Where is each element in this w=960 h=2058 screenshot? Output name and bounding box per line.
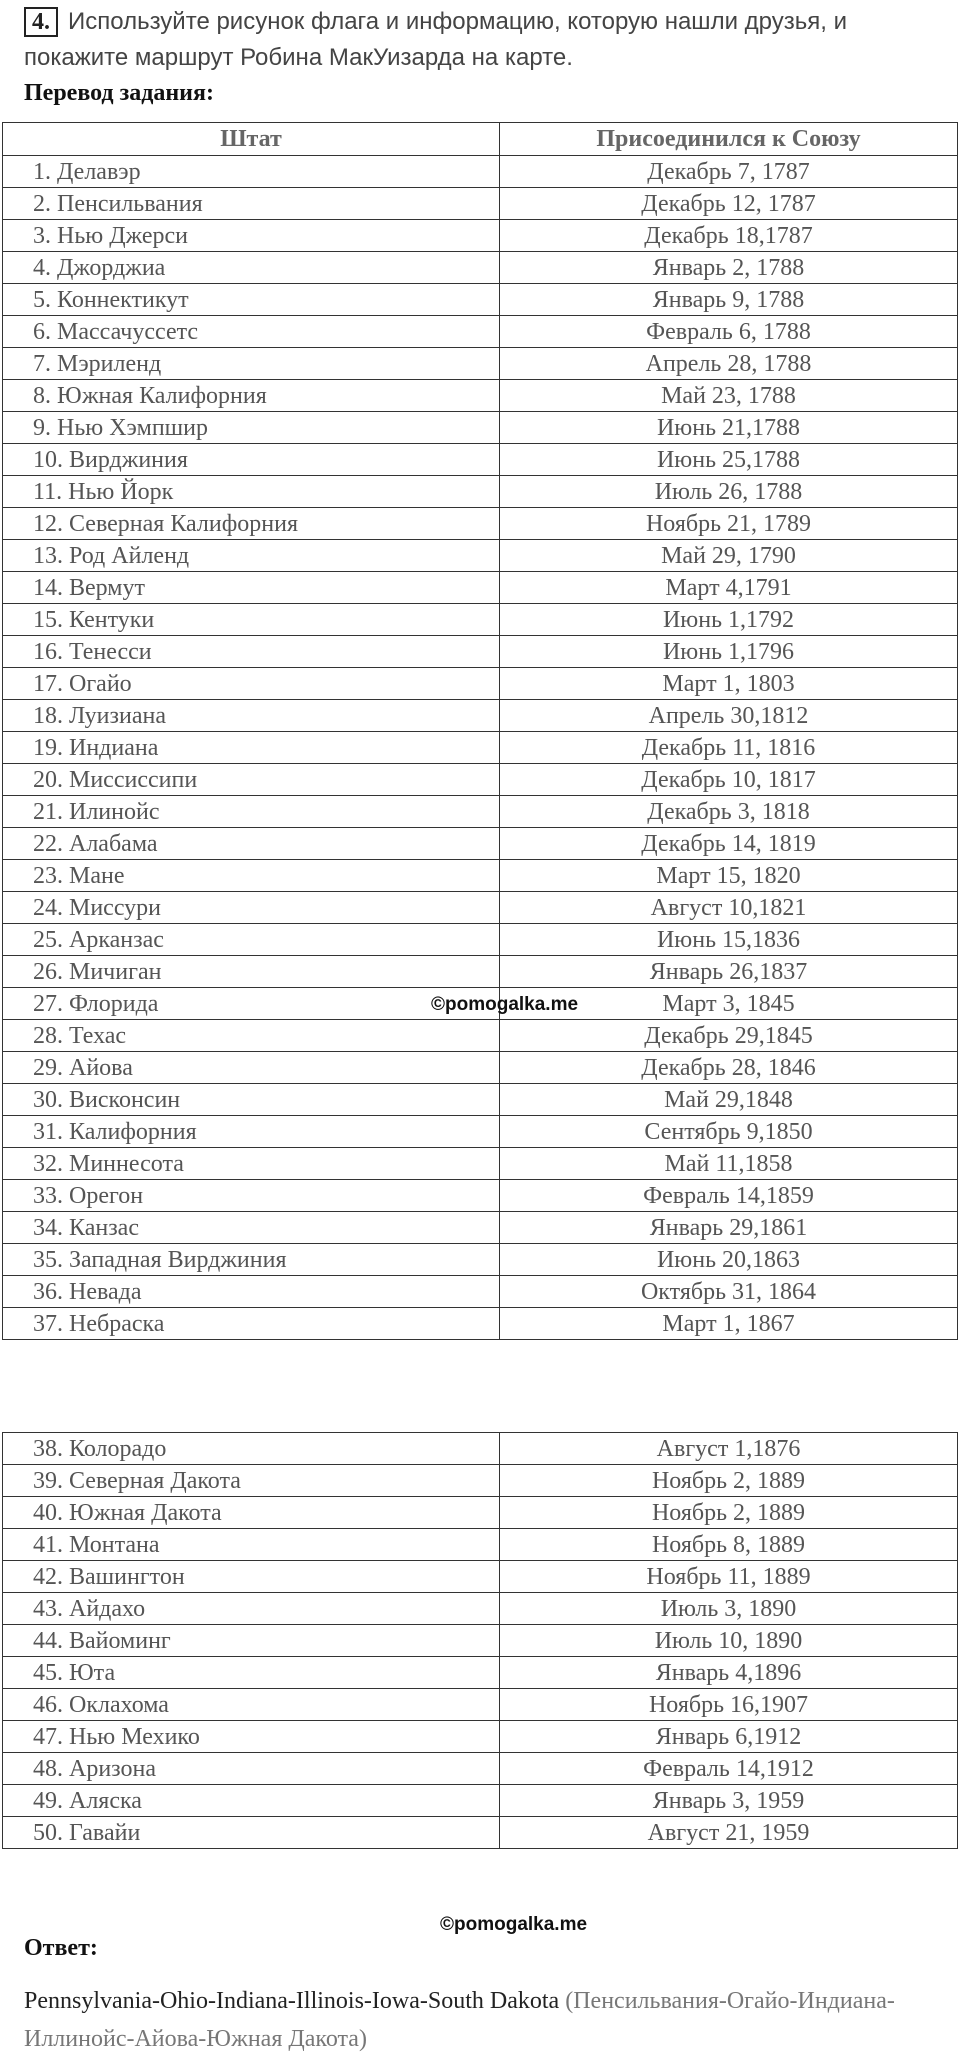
state-cell: 39. Северная Дакота (3, 1465, 500, 1497)
table-row (3, 828, 958, 860)
date-cell: Март 3, 1845 (500, 988, 958, 1020)
date-cell: Июнь 20,1863 (500, 1244, 958, 1276)
state-cell: 7. Мэриленд (3, 348, 500, 380)
date-cell: Январь 3, 1959 (500, 1785, 958, 1817)
date-cell: Ноябрь 21, 1789 (500, 508, 958, 540)
state-cell: 21. Илинойс (3, 796, 500, 828)
state-cell: 14. Вермут (3, 572, 500, 604)
table-row (3, 476, 958, 508)
date-cell: Февраль 14,1859 (500, 1180, 958, 1212)
state-cell: 46. Оклахома (3, 1689, 500, 1721)
date-cell: Декабрь 12, 1787 (500, 188, 958, 220)
state-cell: 23. Мане (3, 860, 500, 892)
date-cell: Январь 2, 1788 (500, 252, 958, 284)
date-cell: Январь 26,1837 (500, 956, 958, 988)
state-cell: 8. Южная Калифорния (3, 380, 500, 412)
date-cell: Декабрь 18,1787 (500, 220, 958, 252)
table-row (3, 188, 958, 220)
table-row (3, 1020, 958, 1052)
task-instruction: Используйте рисунок флага и информацию, которую нашли друзья, и покажите маршрут Робина МакУизарда на карте. (24, 8, 847, 71)
date-cell: Декабрь 10, 1817 (500, 764, 958, 796)
table-row (3, 1785, 958, 1817)
header-state: Штат (3, 123, 500, 156)
state-cell: 28. Техас (3, 1020, 500, 1052)
state-cell: 2. Пенсильвания (3, 188, 500, 220)
date-cell: Декабрь 11, 1816 (500, 732, 958, 764)
table-row (3, 348, 958, 380)
date-cell: Ноябрь 2, 1889 (500, 1465, 958, 1497)
state-cell: 17. Огайо (3, 668, 500, 700)
date-cell: Апрель 28, 1788 (500, 348, 958, 380)
state-cell: 12. Северная Калифорния (3, 508, 500, 540)
table-row (3, 284, 958, 316)
state-cell: 6. Массачуссетс (3, 316, 500, 348)
table-row (3, 1180, 958, 1212)
table-row (3, 156, 958, 188)
state-cell: 34. Канзас (3, 1212, 500, 1244)
state-cell: 36. Невада (3, 1276, 500, 1308)
table-row (3, 1689, 958, 1721)
state-cell: 48. Аризона (3, 1753, 500, 1785)
table-row (3, 220, 958, 252)
table-row (3, 604, 958, 636)
table-row (3, 924, 958, 956)
table-row (3, 1148, 958, 1180)
state-cell: 30. Висконсин (3, 1084, 500, 1116)
date-cell: Май 29, 1790 (500, 540, 958, 572)
state-cell: 13. Род Айленд (3, 540, 500, 572)
state-cell: 27. Флорида (3, 988, 500, 1020)
date-cell: Декабрь 7, 1787 (500, 156, 958, 188)
table-row (3, 572, 958, 604)
table-row (3, 700, 958, 732)
date-cell: Май 11,1858 (500, 1148, 958, 1180)
state-cell: 47. Нью Мехико (3, 1721, 500, 1753)
state-cell: 20. Миссиссипи (3, 764, 500, 796)
date-cell: Сентябрь 9,1850 (500, 1116, 958, 1148)
state-cell: 37. Небраска (3, 1308, 500, 1340)
date-cell: Январь 4,1896 (500, 1657, 958, 1689)
date-cell: Август 10,1821 (500, 892, 958, 924)
date-cell: Ноябрь 11, 1889 (500, 1561, 958, 1593)
date-cell: Декабрь 3, 1818 (500, 796, 958, 828)
task-text-block (24, 4, 944, 76)
date-cell: Октябрь 31, 1864 (500, 1276, 958, 1308)
date-cell: Май 29,1848 (500, 1084, 958, 1116)
state-cell: 15. Кентуки (3, 604, 500, 636)
date-cell: Март 4,1791 (500, 572, 958, 604)
date-cell: Ноябрь 2, 1889 (500, 1497, 958, 1529)
state-cell: 25. Арканзас (3, 924, 500, 956)
answer-route-russian: (Пенсильвания-Огайо-Индиана-Иллинойс-Айова-Южная Дакота) (24, 1988, 895, 2052)
table-row (3, 412, 958, 444)
table-row (3, 1084, 958, 1116)
header-joined: Присоединился к Союзу (500, 123, 958, 156)
state-cell: 33. Орегон (3, 1180, 500, 1212)
date-cell: Ноябрь 16,1907 (500, 1689, 958, 1721)
date-cell: Июнь 1,1792 (500, 604, 958, 636)
date-cell: Март 1, 1803 (500, 668, 958, 700)
state-cell: 38. Колорадо (3, 1433, 500, 1465)
state-cell: 9. Нью Хэмпшир (3, 412, 500, 444)
date-cell: Июнь 1,1796 (500, 636, 958, 668)
answer-route-english: Pennsylvania-Ohio-Indiana-Illinois-Iowa-South Dakota (24, 1988, 560, 2014)
table-row (3, 1465, 958, 1497)
state-cell: 18. Луизиана (3, 700, 500, 732)
state-cell: 31. Калифорния (3, 1116, 500, 1148)
table-header-row (3, 123, 958, 156)
state-cell: 41. Монтана (3, 1529, 500, 1561)
table-row (3, 1657, 958, 1689)
date-cell: Июль 26, 1788 (500, 476, 958, 508)
date-cell: Июнь 25,1788 (500, 444, 958, 476)
state-cell: 5. Коннектикут (3, 284, 500, 316)
table-row (3, 1561, 958, 1593)
table-row (3, 1593, 958, 1625)
table-row (3, 860, 958, 892)
table-row (3, 1753, 958, 1785)
table-row (3, 1817, 958, 1849)
date-cell: Апрель 30,1812 (500, 700, 958, 732)
state-cell: 19. Индиана (3, 732, 500, 764)
answer-text (24, 1982, 944, 2058)
state-cell: 3. Нью Джерси (3, 220, 500, 252)
table-row (3, 1625, 958, 1657)
state-cell: 43. Айдахо (3, 1593, 500, 1625)
state-cell: 29. Айова (3, 1052, 500, 1084)
table-row (3, 1308, 958, 1340)
table-row (3, 380, 958, 412)
table-row (3, 1497, 958, 1529)
state-cell: 11. Нью Йорк (3, 476, 500, 508)
date-cell: Март 1, 1867 (500, 1308, 958, 1340)
state-cell: 32. Миннесота (3, 1148, 500, 1180)
translation-title: Перевод задания: (24, 80, 214, 106)
date-cell: Февраль 14,1912 (500, 1753, 958, 1785)
state-cell: 24. Миссури (3, 892, 500, 924)
table-row (3, 316, 958, 348)
state-cell: 22. Алабама (3, 828, 500, 860)
state-cell: 16. Тенесси (3, 636, 500, 668)
table-row (3, 1052, 958, 1084)
table-row (3, 1433, 958, 1465)
date-cell: Май 23, 1788 (500, 380, 958, 412)
table-row (3, 956, 958, 988)
state-cell: 10. Вирджиния (3, 444, 500, 476)
state-cell: 42. Вашингтон (3, 1561, 500, 1593)
date-cell: Декабрь 14, 1819 (500, 828, 958, 860)
state-cell: 50. Гавайи (3, 1817, 500, 1849)
state-cell: 45. Юта (3, 1657, 500, 1689)
state-cell: 40. Южная Дакота (3, 1497, 500, 1529)
table-row (3, 508, 958, 540)
table-row (3, 732, 958, 764)
date-cell: Январь 9, 1788 (500, 284, 958, 316)
state-cell: 1. Делавэр (3, 156, 500, 188)
table-row (3, 252, 958, 284)
table-row (3, 1116, 958, 1148)
date-cell: Январь 6,1912 (500, 1721, 958, 1753)
watermark-bottom: ©pomogalka.me (440, 1914, 588, 1935)
date-cell: Июнь 21,1788 (500, 412, 958, 444)
date-cell: Август 1,1876 (500, 1433, 958, 1465)
table-row (3, 1276, 958, 1308)
table-row (3, 1529, 958, 1561)
table-row (3, 1244, 958, 1276)
task-number: 4. (24, 7, 58, 37)
date-cell: Июль 10, 1890 (500, 1625, 958, 1657)
table-row (3, 1212, 958, 1244)
date-cell: Август 21, 1959 (500, 1817, 958, 1849)
table-row (3, 796, 958, 828)
state-cell: 26. Мичиган (3, 956, 500, 988)
state-cell: 49. Аляска (3, 1785, 500, 1817)
answer-label: Ответ: (24, 1935, 98, 1961)
state-cell: 35. Западная Вирджиния (3, 1244, 500, 1276)
table-row (3, 892, 958, 924)
state-cell: 44. Вайоминг (3, 1625, 500, 1657)
date-cell: Июнь 15,1836 (500, 924, 958, 956)
date-cell: Февраль 6, 1788 (500, 316, 958, 348)
watermark-middle: ©pomogalka.me (431, 994, 579, 1015)
table-row (3, 668, 958, 700)
states-table-part-1 (2, 122, 958, 1340)
table-row (3, 1721, 958, 1753)
table-row (3, 444, 958, 476)
states-table-part-2 (2, 1432, 958, 1849)
state-cell: 4. Джорджиа (3, 252, 500, 284)
date-cell: Июль 3, 1890 (500, 1593, 958, 1625)
date-cell: Декабрь 28, 1846 (500, 1052, 958, 1084)
date-cell: Март 15, 1820 (500, 860, 958, 892)
date-cell: Декабрь 29,1845 (500, 1020, 958, 1052)
table-row (3, 764, 958, 796)
date-cell: Январь 29,1861 (500, 1212, 958, 1244)
date-cell: Ноябрь 8, 1889 (500, 1529, 958, 1561)
table-row (3, 540, 958, 572)
table-row (3, 636, 958, 668)
